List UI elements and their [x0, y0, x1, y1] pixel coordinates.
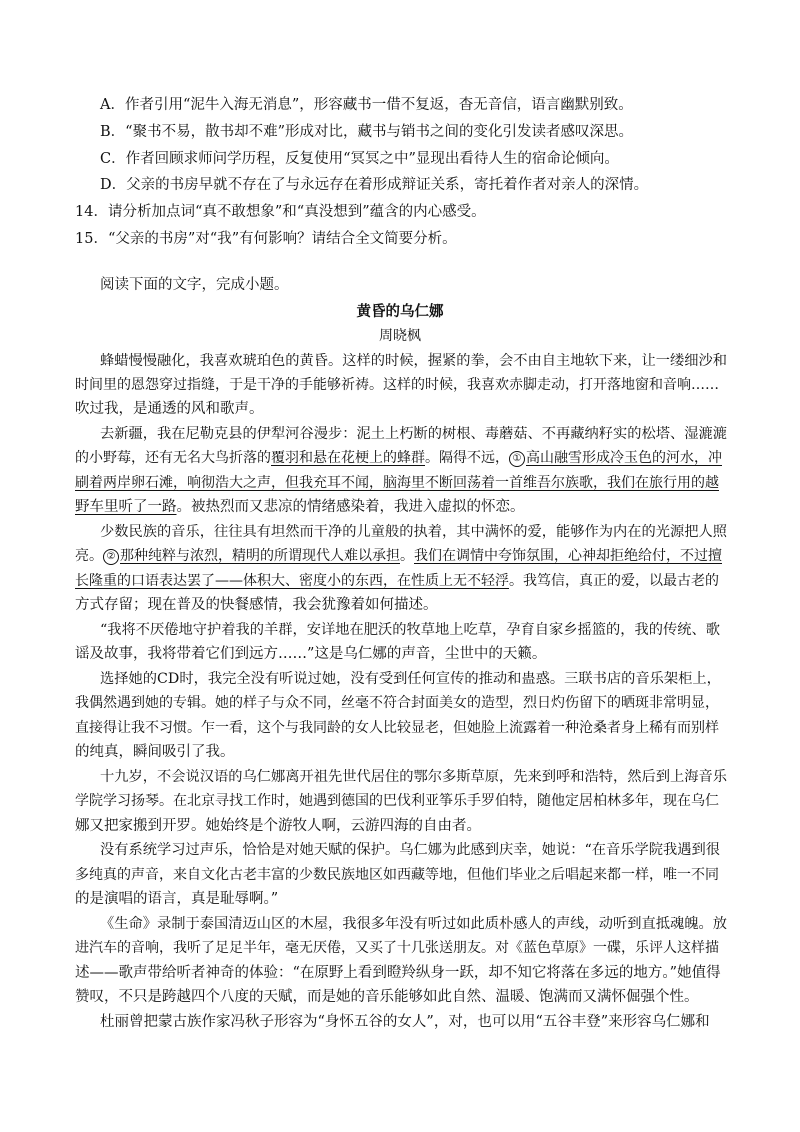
option-b: B．“聚书不易，散书却不难”形成对比，藏书与销书之间的变化引发读者感叹深思。	[100, 124, 633, 140]
p3-line-3	[75, 572, 719, 590]
p3-line-2	[75, 547, 722, 565]
p3-text: 亮。	[75, 548, 103, 564]
p9-line-1: 杜丽曾把蒙古族作家冯秋子形容为“身怀五谷的女人”，对，也可以用“五谷丰登”来形容乌仁娜和	[100, 1014, 710, 1030]
p8-line-2: 进汽车的音响，我听了足足半年，毫无厌倦，又买了十几张送朋友。对《蓝色草原》一碟，乐评人这样描	[75, 940, 719, 956]
p6-line-2: 学院学习扬琴。在北京寻找工作时，她遇到德国的巴伐利亚筝乐手罗伯特，随他定居柏林多年，现在乌仁	[75, 793, 719, 809]
underlined-sentence-1-cont: 刷着两岸卵石滩，响彻浩大之声，但我充耳不闻，脑海里不断回荡着一首维吾尔族歌，我们在旅行用的越	[75, 475, 719, 491]
p5-line-2: 我偶然遇到她的专辑。她的样子与众不同，丝毫不符合封面美女的造型，烈日灼伤留下的晒斑非常明显，	[75, 695, 719, 711]
p5-line-3: 直接得让我不习惯。乍一看，这个与我同龄的女人比较显老，但她脸上流露着一种沧桑者身上稀有而别样	[75, 720, 719, 736]
p1-line-2: 时间里的恩怨穿过指缝，于是干净的手能够祈祷。这样的时候，我喜欢赤脚走动，打开落地窗和音响……	[75, 377, 719, 393]
p2-line-2	[75, 449, 722, 467]
mark-1: ①	[509, 451, 525, 467]
underlined-sentence-3: 我们在调情中夸饰氛围，心神却拒绝给付，不过擅	[414, 548, 722, 564]
underlined-sentence-3-cont: 长隆重的口语表达罢了——体积大、密度小的东西，在性质上无不轻浮	[75, 573, 509, 589]
p2-text: 。隔得不远，	[425, 450, 509, 466]
p7-line-1: 没有系统学习过声乐，恰恰是对她天赋的保护。乌仁娜为此感到庆幸，她说：“在音乐学院我遇到很	[100, 842, 721, 858]
p3-line-4: 方式存留；现在普及的快餐感情，我会犹豫着如何描述。	[75, 597, 438, 613]
p2-text: 的小野莓，还有无名大鸟折落的	[75, 450, 271, 466]
underlined-sentence-1: 高山融雪形成冷玉色的河水，冲	[526, 450, 722, 466]
p7-line-2: 多纯真的声音，来自文化古老丰富的少数民族地区如西藏等地，但他们毕业之后唱起来都一样，唯一不同	[75, 867, 719, 883]
question-14: 14．请分析加点词“真不敢想象”和“真没想到”蕴含的内心感受。	[75, 204, 486, 220]
p8-line-1: 《生命》录制于泰国清迈山区的木屋，我很多年没有听过如此质朴感人的声线，动听到直抵魂魄。放	[100, 916, 728, 932]
p2-text: 。被热烈而又悲凉的情绪感染着，我进入虚拟的怀恋。	[176, 499, 525, 515]
p4-line-1: “我将不厌倦地守护着我的羊群，安详地在肥沃的牧草地上吃草，孕育自家乡摇篮的，我的传统、歌	[100, 622, 721, 638]
mark-2: ②	[103, 549, 119, 565]
p8-line-3: 述——歌声带给听者神奇的体验：“在原野上看到瞪羚纵身一跃，却不知它将落在多远的地方。”她值得	[75, 965, 721, 981]
option-c: C．作者回顾求师问学历程，反复使用“冥冥之中”显现出看待人生的宿命论倾向。	[100, 151, 619, 167]
p7-line-3: 的是演唱的语言，真是耻辱啊。”	[75, 891, 279, 907]
p2-underlined-phrase: 覆羽和悬在花梗上的蜂群	[271, 450, 425, 466]
p2-line-1: 去新疆，我在尼勒克县的伊犁河谷漫步：泥土上朽断的树根、毒蘑菇、不再藏纳籽实的松塔、湿漉漉	[100, 426, 728, 442]
p6-line-1: 十九岁，不会说汉语的乌仁娜离开祖先世代居住的鄂尔多斯草原，先来到呼和浩特，然后到上海音乐	[100, 769, 728, 785]
option-d: D．父亲的书房早就不存在了与永远存在着形成辩证关系，寄托着作者对亲人的深情。	[100, 177, 649, 193]
p6-line-3: 娜又把家搬到开罗。她始终是个游牧人啊，云游四海的自由者。	[75, 818, 481, 834]
p3-text: 。	[400, 548, 414, 564]
p4-line-2: 谣及故事，我将带着它们到远方……”这是乌仁娜的声音，尘世中的天籁。	[75, 646, 547, 662]
option-a: A．作者引用“泥牛入海无消息”，形容藏书一借不复返，杳无音信，语言幽默别致。	[100, 97, 633, 113]
article-author: 周晓枫	[379, 328, 421, 344]
p5-line-4: 的纯真，瞬间吸引了我。	[75, 744, 235, 760]
p5-line-1: 选择她的CD时，我完全没有听说过她，没有受到任何宣传的推动和蛊惑。三联书店的音乐架柜上，	[100, 671, 721, 687]
reading-instruction: 阅读下面的文字，完成小题。	[100, 277, 289, 293]
article-title: 黄昏的乌仁娜	[356, 303, 444, 320]
p1-line-1: 蜂蜡慢慢融化，我喜欢琥珀色的黄昏。这样的时候，握紧的拳，会不由自主地软下来，让一缕细沙和	[100, 353, 728, 369]
p8-line-4: 赞叹，不只是跨越四个八度的天赋，而是她的音乐能够如此自然、温暖、饱满而又满怀倔强个性。	[75, 989, 699, 1005]
underlined-sentence-1-end: 野车里听了一路	[75, 499, 177, 515]
question-15: 15．“父亲的书房”对“我”有何影响？请结合全文简要分析。	[75, 231, 457, 247]
p3-line-1: 少数民族的音乐，往往具有坦然而干净的儿童般的执着，其中满怀的爱，能够作为内在的光源把人照	[100, 524, 728, 540]
p1-line-3: 吹过我，是通透的风和歌声。	[75, 401, 264, 417]
p2-line-4	[75, 498, 525, 516]
p3-text: 。我笃信，真正的爱，以最古老的	[509, 573, 719, 589]
underlined-sentence-2: 那种纯粹与浓烈，精明的所谓现代人难以承担	[120, 548, 400, 564]
